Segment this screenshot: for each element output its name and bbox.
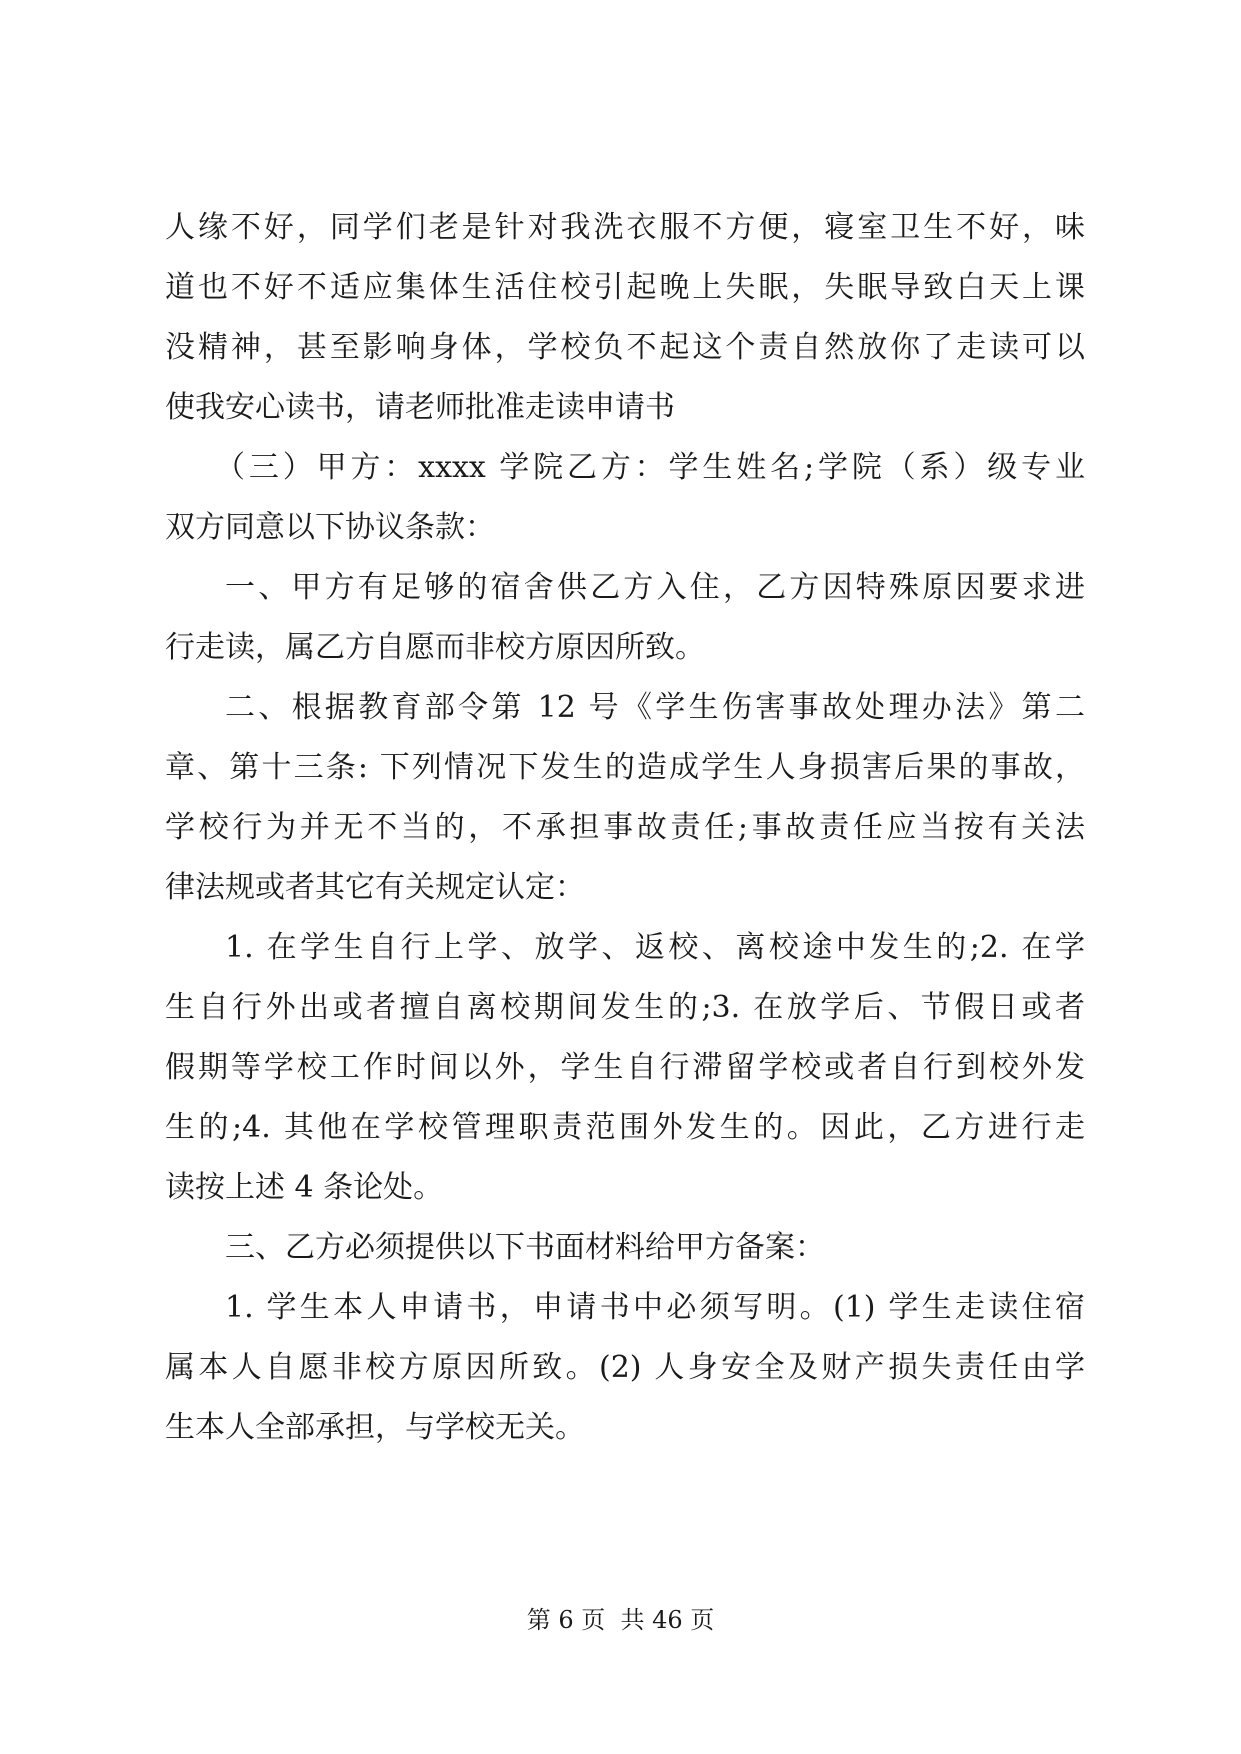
text-line: 使我安心读书，请老师批准走读申请书 <box>165 390 675 425</box>
text-line: 三、乙方必须提供以下书面材料给甲方备案： <box>225 1230 825 1265</box>
text-line: 二、根据教育部令第 12 号《学生伤害事故处理办法》第二 <box>225 690 1085 725</box>
text-line: 双方同意以下协议条款： <box>165 510 495 545</box>
text-line: 生本人全部承担，与学校无关。 <box>165 1410 585 1445</box>
text-line: 章、第十三条: 下列情况下发生的造成学生人身损害后果的事故， <box>165 750 1085 785</box>
text-line: 律法规或者其它有关规定认定： <box>165 870 585 905</box>
text-line: （三）甲方：xxxx 学院乙方：学生姓名;学院（系）级专业 <box>215 450 1085 485</box>
text-line: 人缘不好，同学们老是针对我洗衣服不方便，寝室卫生不好，味 <box>165 210 1085 245</box>
text-line: 学校行为并无不当的，不承担事故责任;事故责任应当按有关法 <box>165 810 1085 845</box>
page-number-footer: 第 6 页 共 46 页 <box>526 1606 715 1634</box>
text-line: 道也不好不适应集体生活住校引起晚上失眠，失眠导致白天上课 <box>165 270 1085 305</box>
text-line: 生的;4. 其他在学校管理职责范围外发生的。因此，乙方进行走 <box>165 1110 1085 1145</box>
text-line: 行走读，属乙方自愿而非校方原因所致。 <box>165 630 705 665</box>
text-line: 生自行外出或者擅自离校期间发生的;3. 在放学后、节假日或者 <box>165 990 1085 1025</box>
text-line: 属本人自愿非校方原因所致。(2) 人身安全及财产损失责任由学 <box>165 1350 1085 1385</box>
text-line: 假期等学校工作时间以外，学生自行滞留学校或者自行到校外发 <box>165 1050 1085 1085</box>
text-line: 没精神，甚至影响身体，学校负不起这个责自然放你了走读可以 <box>165 330 1085 365</box>
text-line: 1. 在学生自行上学、放学、返校、离校途中发生的;2. 在学 <box>225 930 1085 965</box>
text-line: 一、甲方有足够的宿舍供乙方入住，乙方因特殊原因要求进 <box>225 570 1085 605</box>
text-line: 1. 学生本人申请书，申请书中必须写明。(1) 学生走读住宿 <box>225 1290 1085 1325</box>
text-line: 读按上述 4 条论处。 <box>165 1170 444 1205</box>
